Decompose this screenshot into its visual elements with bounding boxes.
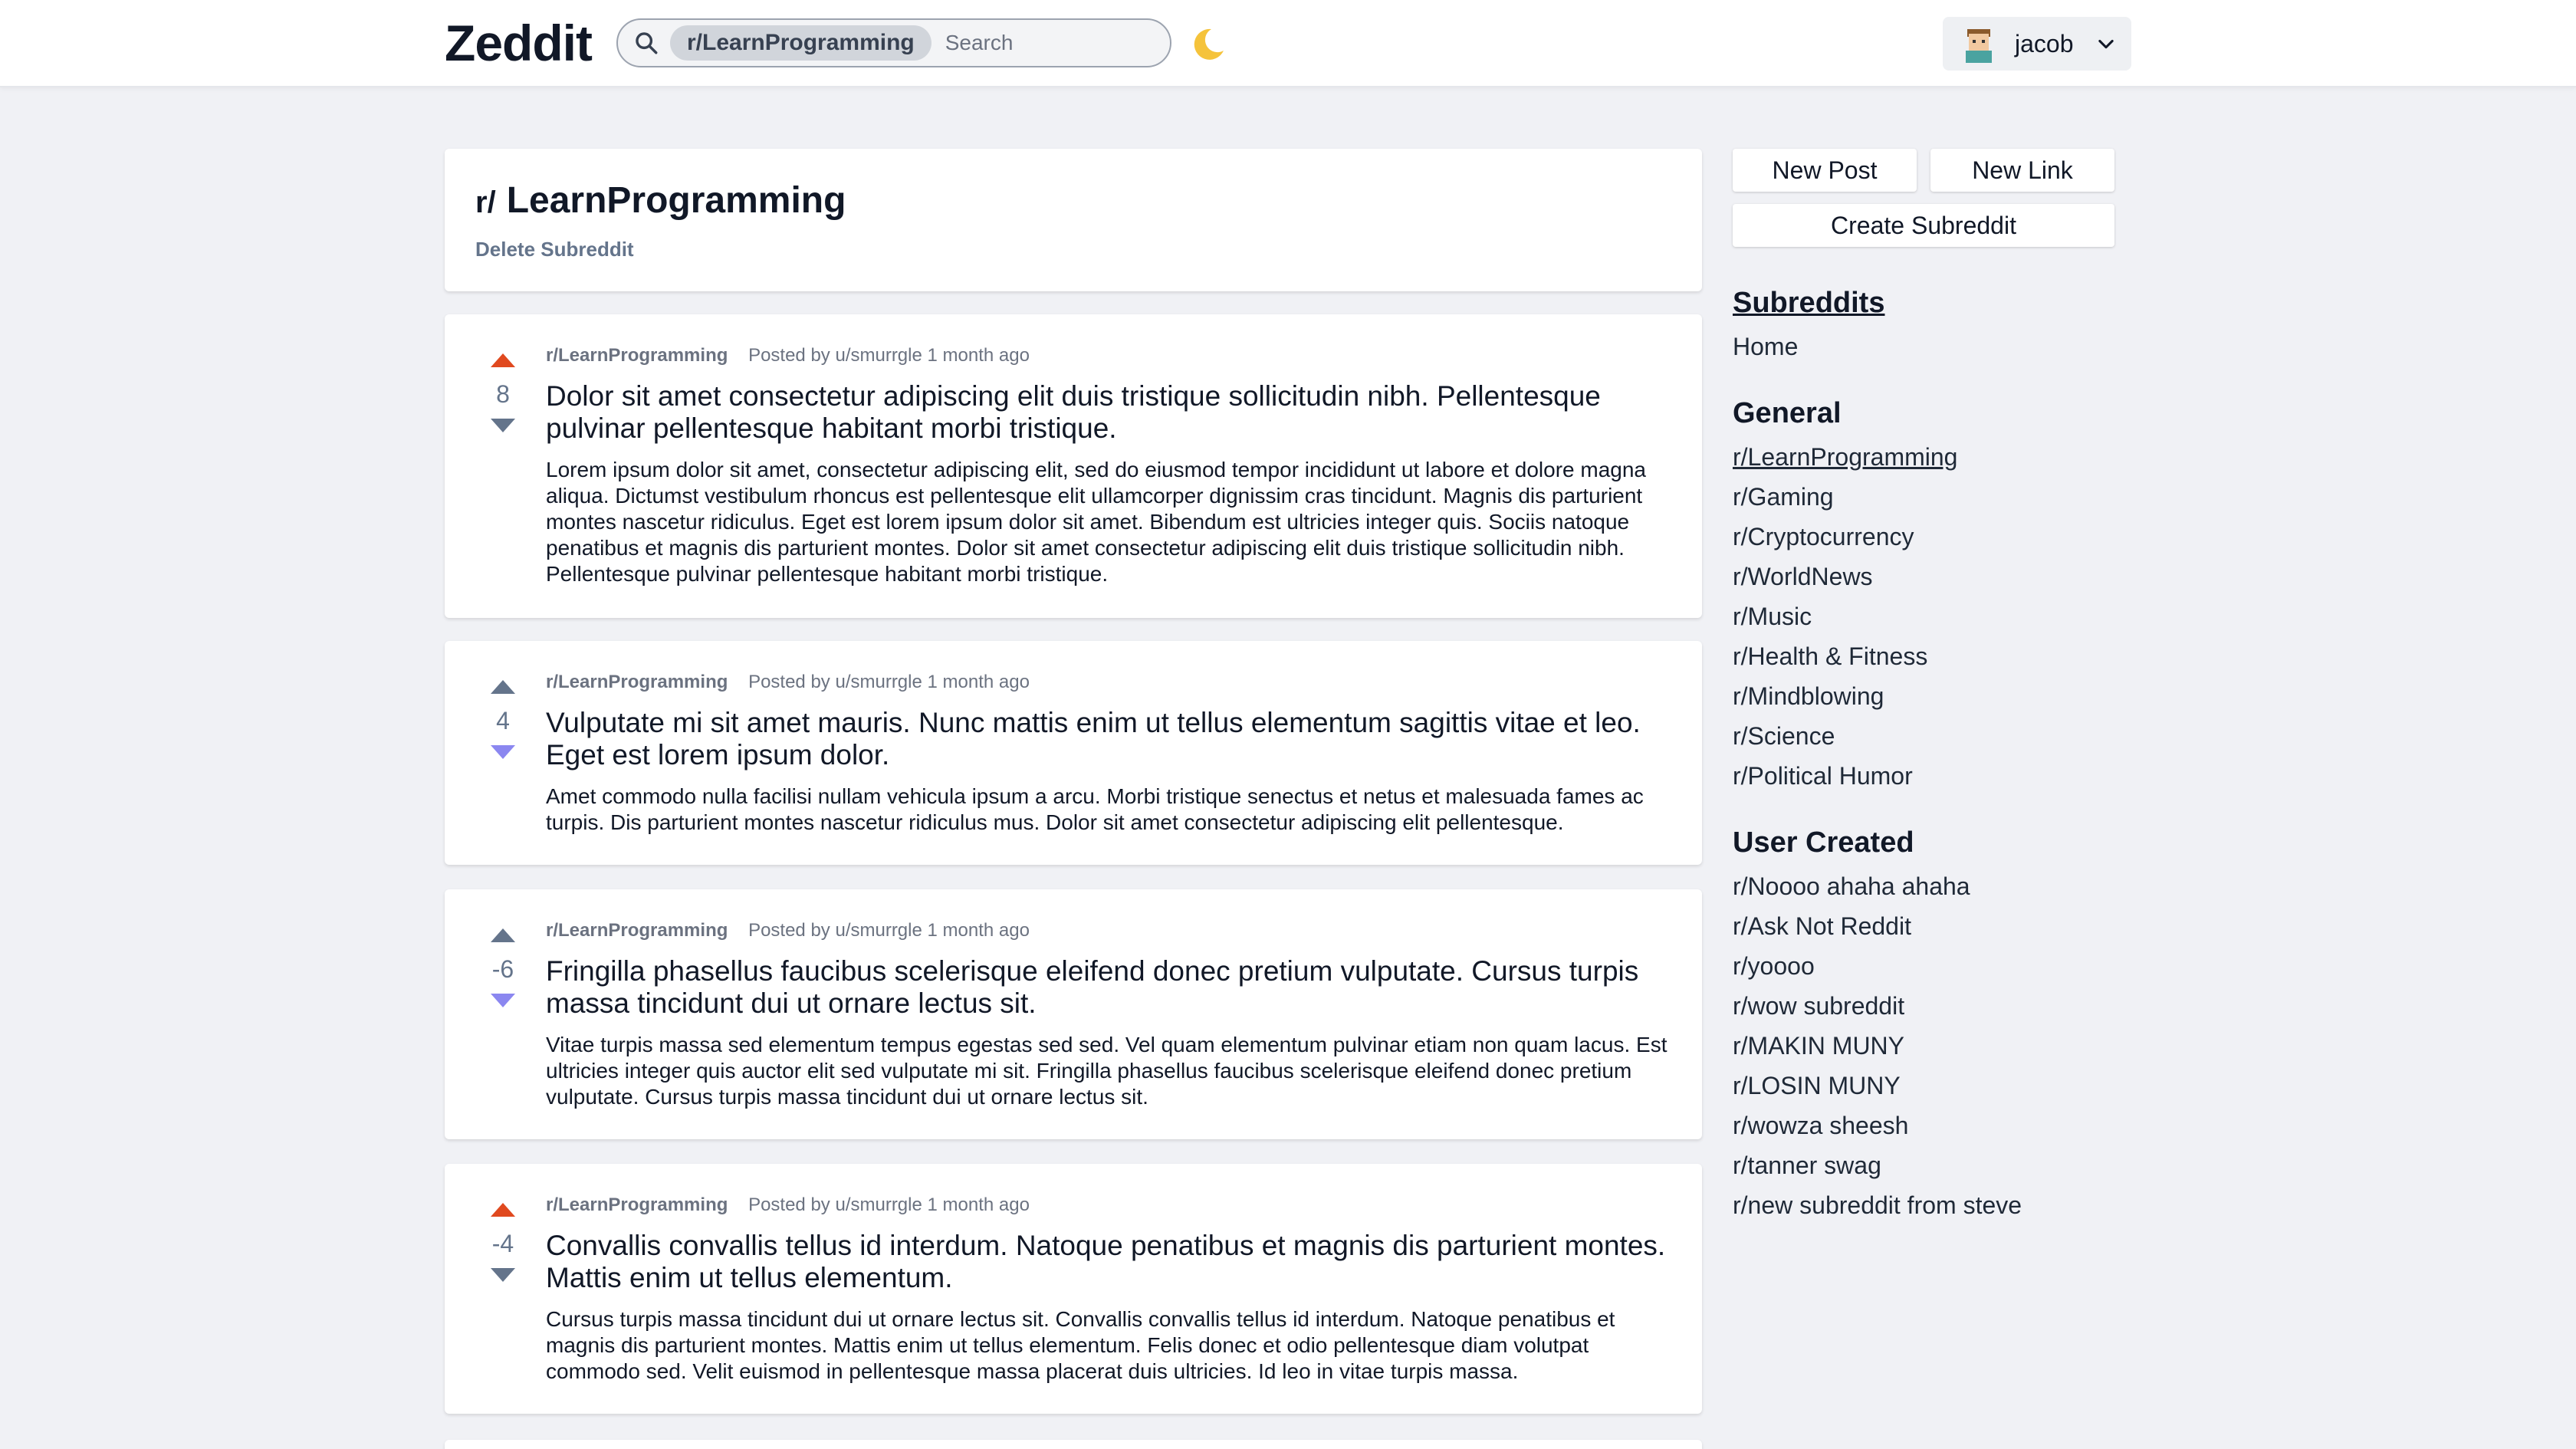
downvote-icon[interactable]: [490, 1267, 516, 1283]
search-icon: [633, 28, 659, 58]
post-author-time: Posted by u/smurrgle 1 month ago: [748, 672, 1030, 692]
sidebar-item-subreddit[interactable]: r/wowza sheesh: [1733, 1112, 1909, 1139]
sidebar-item-subreddit[interactable]: r/yoooo: [1733, 952, 1815, 980]
post-title[interactable]: Fringilla phasellus faucibus scelerisque eleifend donec pretium vulputate. Cursus turpis massa tincidunt dui ut ornare lectus sit.: [546, 955, 1639, 1019]
logo[interactable]: Zeddit: [445, 15, 592, 71]
sidebar-item-subreddit[interactable]: r/new subreddit from steve: [1733, 1191, 2022, 1219]
post-body: Cursus turpis massa tincidunt dui ut ornare lectus sit. Convallis convallis tellus id interdum. Natoque penatibus et magnis dis parturient montes. Mattis enim ut tellus elementum. Felis donec et odio pellentesque diam volutpat commodo sed. Velit euismod in pellentesque massa placerat duis ultricies. Id leo in vitae turpis massa.: [546, 1307, 1615, 1383]
post-title[interactable]: Dolor sit amet consectetur adipiscing elit duis tristique sollicitudin nibh. Pellentesque pulvinar pellentesque habitant morbi tristique.: [546, 380, 1601, 444]
sidebar-item-home[interactable]: Home: [1733, 333, 1799, 360]
sidebar-item-subreddit[interactable]: r/Gaming: [1733, 483, 1834, 511]
sidebar-item-subreddit[interactable]: r/tanner swag: [1733, 1152, 1881, 1179]
post-body: Amet commodo nulla facilisi nullam vehicula ipsum a arcu. Morbi tristique senectus et netus et malesuada fames ac turpis. Dis parturient montes nascetur ridiculus mus. Dolor sit amet consectetur adipiscing elit pellentesque.: [546, 784, 1644, 834]
subreddits-heading[interactable]: Subreddits: [1733, 287, 1885, 319]
score: -6: [491, 955, 514, 983]
search-bar[interactable]: [616, 18, 1171, 67]
post-title[interactable]: Vulputate mi sit amet mauris. Nunc mattis enim ut tellus elementum sagittis vitae et leo. Eget est lorem ipsum dolor.: [546, 707, 1641, 770]
delete-subreddit-link[interactable]: Delete Subreddit: [475, 238, 634, 261]
post-body: Lorem ipsum dolor sit amet, consectetur adipiscing elit, sed do eiusmod tempor incididunt ut labore et dolore magna aliqua. Dictumst vestibulum rhoncus est pellentesque elit ullamcorper dignissim cras tincidunt. Magnis dis parturient montes nascetur ridiculus. Eget est lorem ipsum dolor sit amet. Bibendum est ultricies integer quis. Sociis natoque penatibus et magnis dis parturient montes. Dolor sit amet consectetur adipiscing elit duis tristique sollicitudin nibh. Pellentesque pulvinar pellentesque habitant morbi tristique.: [546, 458, 1646, 586]
post-card[interactable]: [445, 641, 1702, 865]
sidebar-item-subreddit[interactable]: r/Cryptocurrency: [1733, 523, 1914, 550]
username: jacob: [2015, 29, 2074, 58]
downvote-icon[interactable]: [490, 993, 516, 1008]
user-menu[interactable]: [1943, 17, 2131, 71]
top-nav: [0, 0, 2576, 87]
avatar: [1960, 25, 1998, 63]
post-title[interactable]: Convallis convallis tellus id interdum. Natoque penatibus et magnis dis parturient montes. Mattis enim ut tellus elementum.: [546, 1230, 1666, 1293]
sidebar-item-subreddit[interactable]: r/LearnProgramming: [1733, 443, 1958, 471]
user-created-heading: User Created: [1733, 826, 1914, 859]
chevron-down-icon: [2095, 33, 2117, 54]
create-subreddit-button[interactable]: Create Subreddit: [1733, 204, 2114, 247]
subreddit-title: LearnProgramming: [506, 180, 846, 221]
vote-column: [472, 928, 534, 1008]
sidebar-item-subreddit[interactable]: r/LOSIN MUNY: [1733, 1072, 1901, 1099]
post-author-time: Posted by u/smurrgle 1 month ago: [748, 920, 1030, 941]
sidebar-item-subreddit[interactable]: r/Mindblowing: [1733, 682, 1884, 710]
post-meta: [546, 920, 1030, 941]
vote-column: [472, 353, 534, 433]
score-value: 4: [496, 707, 510, 734]
post-subreddit-link[interactable]: r/LearnProgramming: [546, 920, 728, 941]
search-subreddit-chip[interactable]: r/LearnProgramming: [670, 25, 932, 61]
post-author-time: Posted by u/smurrgle 1 month ago: [748, 1194, 1030, 1215]
new-link-button[interactable]: New Link: [1930, 149, 2114, 192]
sidebar-item-subreddit[interactable]: r/Science: [1733, 722, 1835, 750]
post-subreddit-link[interactable]: r/LearnProgramming: [546, 345, 728, 366]
general-heading: General: [1733, 397, 1842, 429]
post-card[interactable]: [445, 1164, 1702, 1414]
sidebar-item-subreddit[interactable]: r/Noooo ahaha ahaha: [1733, 872, 1970, 900]
sidebar-item-subreddit[interactable]: r/MAKIN MUNY: [1733, 1032, 1904, 1060]
post-author-time: Posted by u/smurrgle 1 month ago: [748, 345, 1030, 366]
moon-icon[interactable]: [1185, 23, 1228, 66]
sidebar-item-subreddit[interactable]: r/Music: [1733, 603, 1812, 630]
post-meta: [546, 345, 1030, 366]
upvote-icon[interactable]: [490, 1202, 516, 1217]
subreddit-header: [445, 149, 1702, 291]
post-card[interactable]: [445, 314, 1702, 618]
vote-column: [472, 1202, 534, 1283]
upvote-icon[interactable]: [490, 353, 516, 368]
downvote-icon[interactable]: [490, 418, 516, 433]
subreddit-prefix: r/: [475, 186, 496, 219]
score: -4: [491, 1230, 514, 1257]
post-subreddit-link[interactable]: r/LearnProgramming: [546, 672, 728, 692]
post-subreddit-link[interactable]: r/LearnProgramming: [546, 1194, 728, 1215]
sidebar-item-subreddit[interactable]: r/wow subreddit: [1733, 992, 1905, 1020]
sidebar-item-subreddit[interactable]: r/WorldNews: [1733, 563, 1873, 590]
search-input[interactable]: [945, 31, 1222, 55]
upvote-icon[interactable]: [490, 679, 516, 695]
score: [472, 707, 534, 735]
post-body: Vitae turpis massa sed elementum tempus egestas sed sed. Vel quam elementum pulvinar etiam non quam lacus. Est ultricies integer quis auctor elit sed vulputate mi sit. Fringilla phasellus faucibus scelerisque eleifend donec pretium vulputate. Cursus turpis massa tincidunt dui ut ornare lectus sit.: [546, 1033, 1668, 1109]
score: 8: [496, 380, 510, 408]
downvote-icon[interactable]: [490, 744, 516, 760]
vote-column: [472, 679, 534, 760]
post-card[interactable]: [445, 889, 1702, 1139]
new-post-button[interactable]: New Post: [1733, 149, 1917, 192]
post-meta: [546, 1194, 1030, 1216]
upvote-icon[interactable]: [490, 928, 516, 943]
sidebar-item-subreddit[interactable]: r/Ask Not Reddit: [1733, 912, 1911, 940]
sidebar-item-subreddit[interactable]: r/Political Humor: [1733, 762, 1913, 790]
post-card[interactable]: [445, 1440, 1702, 1449]
sidebar-item-subreddit[interactable]: r/Health & Fitness: [1733, 642, 1928, 670]
post-meta: [546, 672, 1030, 693]
